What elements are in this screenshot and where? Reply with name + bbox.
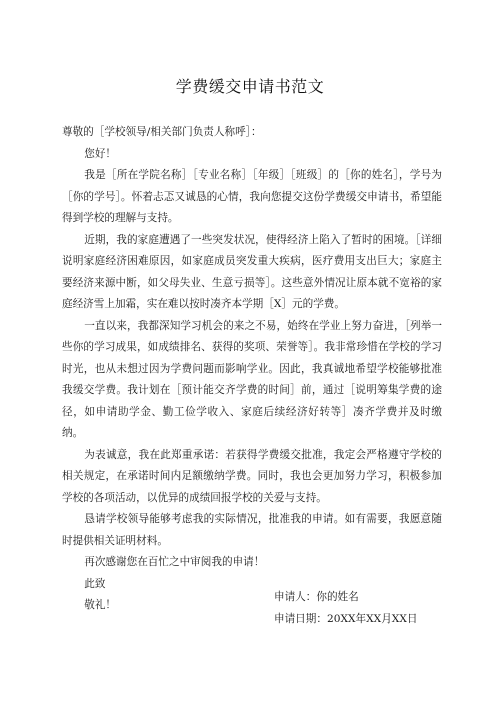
paragraph-intro: 我是［所在学院名称］［专业名称］［年级］［班级］的［你的姓名］，学号为［你的学号］。怀着忐忑又诚恳的心情，我向您提交这份学费缓交申请书，希望能得到学校的理解与支持。 bbox=[62, 169, 442, 224]
closing-cizhi: 此致 bbox=[84, 577, 106, 590]
greeting: 您好！ bbox=[84, 147, 117, 160]
paragraph-request: 恳请学校领导能够考虑我的实际情况，批准我的申请。如有需要，我愿意随时提供相关证明材料。 bbox=[62, 513, 442, 547]
applicant-line: 申请人：你的姓名 bbox=[274, 591, 359, 603]
letter-body bbox=[62, 122, 442, 617]
closing-jingli: 敬礼！ bbox=[84, 599, 117, 611]
paragraph-achievements: 一直以来，我都深知学习机会的来之不易，始终在学业上努力奋进，［列举一些你的学习成果，如成绩排名、获得的奖项、荣誉等］。我非常珍惜在学校的学习时光，也从未想过因为学费问题而影响学业。因此，我真诚地希望学校能够批准我缓交学费。我计划在［预计能交齐学费的时间］前，通过［说明筹集学费的途径，如申请助学金、勤工俭学收入、家庭后续经济好转等］凑齐学费并及时缴纳。 bbox=[62, 319, 442, 439]
document-title: 学费缓交申请书范文 bbox=[175, 77, 325, 96]
salutation: 尊敬的［学校领导/相关部门负责人称呼］： bbox=[62, 126, 262, 138]
paragraph-thanks: 再次感谢您在百忙之中审阅我的申请！ bbox=[84, 556, 265, 568]
paragraph-promise: 为表诚意，我在此郑重承诺：若获得学费缓交批准，我定会严格遵守学校的相关规定，在承诺时间内足额缴纳学费。同时，我也会更加努力学习，积极参加学校的各项活动，以优异的成绩回报学校的关爱与支持。 bbox=[62, 448, 442, 504]
paragraph-reason: 近期，我的家庭遭遇了一些突发状况，使得经济上陷入了暂时的困境。［详细说明家庭经济困难原因，如家庭成员突发重大疾病，医疗费用支出巨大；家庭主要经济来源中断，如父母失业、生意亏损等］。这些意外情况让原本就不宽裕的家庭经济雪上加霜，实在难以按时凑齐本学期［X］元的学费。 bbox=[62, 233, 442, 310]
date-line: 申请日期：20XX年XX月XX日 bbox=[274, 613, 418, 625]
